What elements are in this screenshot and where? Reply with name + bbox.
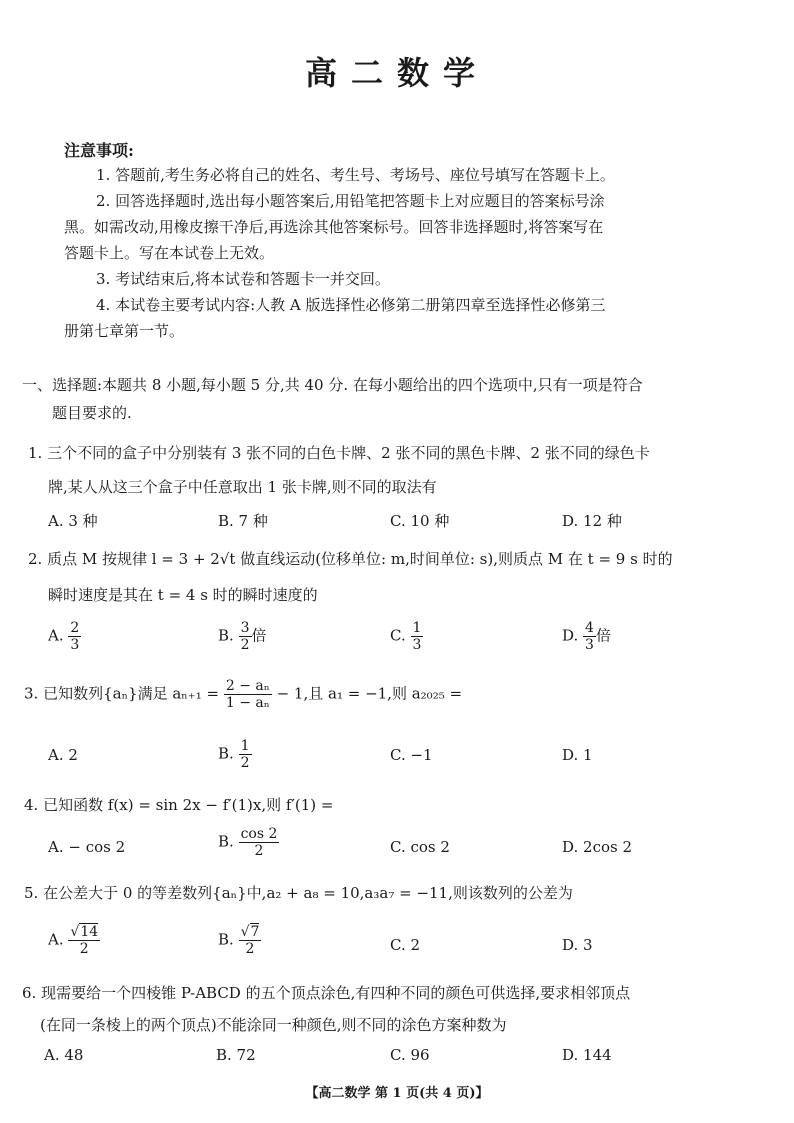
- question-1-text-cont: 牌,某人从这三个盒子中任意取出 1 张卡牌,则不同的取法有: [48, 478, 437, 496]
- q6-option-c: C. 96: [390, 1046, 430, 1064]
- notice-line: 3. 考试结束后,将本试卷和答题卡一并交回。: [96, 270, 390, 288]
- notice-line: 4. 本试卷主要考试内容:人教 A 版选择性必修第二册第四章至选择性必修第三: [96, 296, 606, 314]
- question-4-text: 4. 已知函数 f(x) = sin 2x − f′(1)x,则 f′(1) =: [24, 796, 334, 814]
- question-2-text-cont: 瞬时速度是其在 t = 4 s 时的瞬时速度的: [48, 586, 318, 604]
- q2-option-c: C. $\frac{1}{3}$: [390, 620, 422, 654]
- question-1-text: 1. 三个不同的盒子中分别装有 3 张不同的白色卡牌、2 张不同的黑色卡牌、2 张不同的绿色卡: [28, 444, 650, 462]
- q1-option-a: A. 3 种: [48, 512, 98, 530]
- q3-option-a: A. 2: [48, 746, 78, 764]
- q6-option-b: B. 72: [216, 1046, 256, 1064]
- question-6-text-cont: (在同一条棱上的两个顶点)不能涂同一种颜色,则不同的涂色方案种数为: [40, 1016, 507, 1034]
- notice-line: 答题卡上。写在本试卷上无效。: [64, 244, 275, 262]
- q1-option-c: C. 10 种: [390, 512, 450, 530]
- q3-option-d: D. 1: [562, 746, 593, 764]
- page-title: 高二数学: [304, 54, 489, 92]
- q5-option-d: D. 3: [562, 936, 593, 954]
- q2-option-a: A. $\frac{2}{3}$: [48, 620, 80, 654]
- q3-option-c: C. −1: [390, 746, 433, 764]
- page-footer: 【高二数学 第 1 页(共 4 页)】: [305, 1086, 489, 1101]
- q2-option-b: B. $\frac{3}{2}$ 倍: [218, 620, 267, 654]
- notice-line: 黑。如需改动,用橡皮擦干净后,再选涂其他答案标号。回答非选择题时,将答案写在: [64, 218, 604, 236]
- q4-option-b: B. $\frac{\cos 2}{2}$: [218, 826, 278, 860]
- q1-option-b: B. 7 种: [218, 512, 268, 530]
- question-2-text: 2. 质点 M 按规律 l = 3 + 2√t 做直线运动(位移单位: m,时间单位: s),则质点 M 在 t = 9 s 时的: [28, 550, 673, 568]
- q5-option-b: B. $\frac{√7}{2}$: [218, 924, 260, 958]
- notice-line: 1. 答题前,考生务必将自己的姓名、考生号、考场号、座位号填写在答题卡上。: [96, 166, 615, 184]
- q1-option-d: D. 12 种: [562, 512, 622, 530]
- question-6-text: 6. 现需要给一个四棱锥 P-ABCD 的五个顶点涂色,有四种不同的颜色可供选择,要求相邻顶点: [22, 984, 631, 1002]
- q6-option-d: D. 144: [562, 1046, 612, 1064]
- q4-option-c: C. cos 2: [390, 838, 450, 856]
- q2-option-d: D. $\frac{4}{3}$ 倍: [562, 620, 611, 654]
- question-5-text: 5. 在公差大于 0 的等差数列{aₙ}中,a₂ + a₈ = 10,a₃a₇ = −11,则该数列的公差为: [24, 884, 573, 902]
- notice-line: 册第七章第一节。: [64, 322, 185, 340]
- question-3-text: 3. 已知数列{aₙ}满足 aₙ₊₁ = $\frac{\text{2 − aₙ}}{\text{1 − aₙ}}$ − 1,且 a₁ = −1,则 a₂₀₂₅ =: [24, 678, 463, 712]
- q4-option-a: A. − cos 2: [48, 838, 126, 856]
- q5-option-c: C. 2: [390, 936, 421, 954]
- section-heading: 一、选择题:本题共 8 小题,每小题 5 分,共 40 分. 在每小题给出的四个选项中,只有一项是符合: [22, 376, 643, 394]
- q4-option-d: D. 2cos 2: [562, 838, 633, 856]
- q5-option-a: A. $\frac{√14}{2}$: [48, 924, 99, 958]
- q3-option-b: B. $\frac{1}{2}$: [218, 738, 250, 772]
- notice-line: 2. 回答选择题时,选出每小题答案后,用铅笔把答题卡上对应题目的答案标号涂: [96, 192, 605, 210]
- q6-option-a: A. 48: [44, 1046, 84, 1064]
- notice-heading: 注意事项:: [64, 141, 134, 160]
- section-heading-cont: 题目要求的.: [52, 404, 132, 422]
